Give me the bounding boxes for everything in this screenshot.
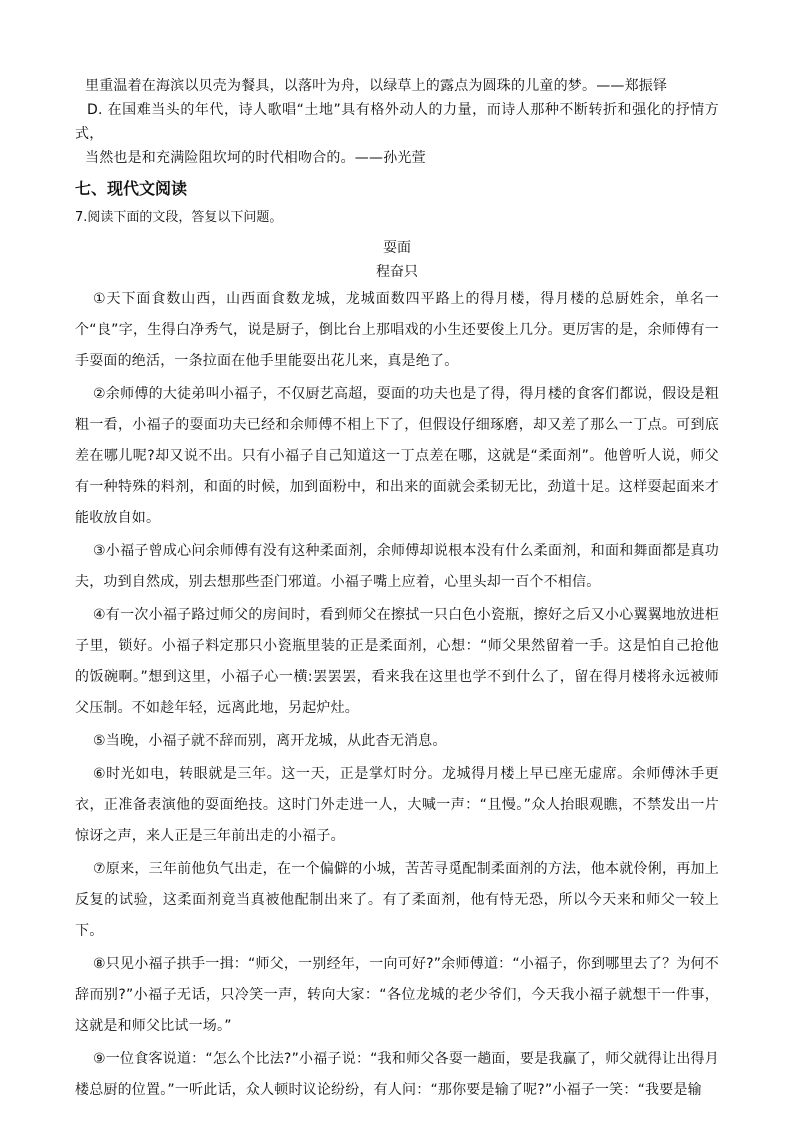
option-d-line-1: D. 在国难当头的年代，诗人歌唱“土地”具有格外动人的力量，而诗人那种不断转折和强化的抒情方式， <box>75 102 719 142</box>
article-paragraph-8: ⑧只见小福子拱手一揖：“师父，一别经年，一向可好?”余师傅道：“小福子，你到哪里去了？为何不辞而别?”小福子无话，只冷笑一声，转向大家：“各位龙城的老少爷们，今天我小福子就想干一件事，这就是和师父比试一场。” <box>75 956 719 1034</box>
article-paragraph-7: ⑦原来，三年前他负气出走，在一个偏僻的小城，苦苦寻觅配制柔面剂的方法，他本就伶俐，再加上反复的试验，这柔面剂竟当真被他配制出来了。有了柔面剂，他有恃无恐，所以今天来和师父一较上下。 <box>75 861 719 939</box>
option-d-line-2: 当然也是和充满险阻坎坷的时代相吻合的。——孙光萱 <box>85 150 426 166</box>
quote-line-zheng-zhenduo: 里重温着在海滨以贝壳为餐具，以落叶为舟，以绿草上的露点为圆珠的儿童的梦。——郑振铎 <box>85 78 668 94</box>
previous-question-tail <box>75 74 719 170</box>
article-paragraph-6: ⑥时光如电，转眼就是三年。这一天，正是掌灯时分。龙城得月楼上早已座无虚席。余师傅沐手更衣，正准备表演他的耍面绝技。这时门外走进一人，大喊一声：“且慢。”众人抬眼观瞧，不禁发出一片惊讶之声，来人正是三年前出走的小福子。 <box>75 766 719 844</box>
article-paragraph-4: ④有一次小福子路过师父的房间时，看到师父在擦拭一只白色小瓷瓶，擦好之后又小心翼翼地放进柜子里，锁好。小福子料定那只小瓷瓶里装的正是柔面剂，心想：“师父果然留着一手。这是怕自己抢他的饭碗啊。”想到这里，小福子心一横:罢罢罢，看来我在这里也学不到什么了，留在得月楼将永远被师父压制。不如趁年轻，远离此地，另起炉灶。 <box>75 607 719 716</box>
article-author: 程奋只 <box>376 264 418 280</box>
article-title: 耍面 <box>383 240 411 256</box>
article <box>75 236 719 1106</box>
article-paragraph-9: ⑨一位食客说道：“怎么个比法?”小福子说：“我和师父各耍一趟面，要是我赢了，师父就得让出得月楼总厨的位置。”一听此话，众人顿时议论纷纷，有人问：“那你要是输了呢?”小福子一笑：“我要是输 <box>75 1051 719 1098</box>
article-paragraph-3: ③小福子曾成心问余师傅有没有这种柔面剂，余师傅却说根本没有什么柔面剂，和面和舞面都是真功夫，功到自然成，别去想那些歪门邪道。小福子嘴上应着，心里头却一百个不相信。 <box>75 543 719 590</box>
article-paragraph-2: ②余师傅的大徒弟叫小福子，不仅厨艺高超，耍面的功夫也是了得，得月楼的食客们都说，假设是粗粗一看，小福子的耍面功夫已经和余师傅不相上下了，但假设仔细琢磨，却又差了那么一丁点。可到底差在哪儿呢?却又说不出。只有小福子自己知道这一丁点差在哪，这就是“柔面剂”。他曾听人说，师父有一种特殊的料剂，和面的时候，加到面粉中，和出来的面就会柔韧无比，劲道十足。这样耍起面来才能收放自如。 <box>75 386 719 526</box>
page-content <box>75 74 719 1108</box>
article-paragraph-5: ⑤当晚，小福子就不辞而别，离开龙城，从此杳无消息。 <box>93 733 447 749</box>
article-paragraph-1: ①天下面食数山西，山西面食数龙城，龙城面数四平路上的得月楼，得月楼的总厨姓余，单名一个“良”字，生得白净秀气，说是厨子，倒比台上那唱戏的小生还要俊上几分。更厉害的是，余师傅有一手耍面的绝活，一条拉面在他手里能耍出花儿来，真是绝了。 <box>75 291 719 369</box>
question-prompt: 7.阅读下面的文段，答复以下问题。 <box>75 210 283 225</box>
section-heading: 七、现代文阅读 <box>75 179 188 198</box>
